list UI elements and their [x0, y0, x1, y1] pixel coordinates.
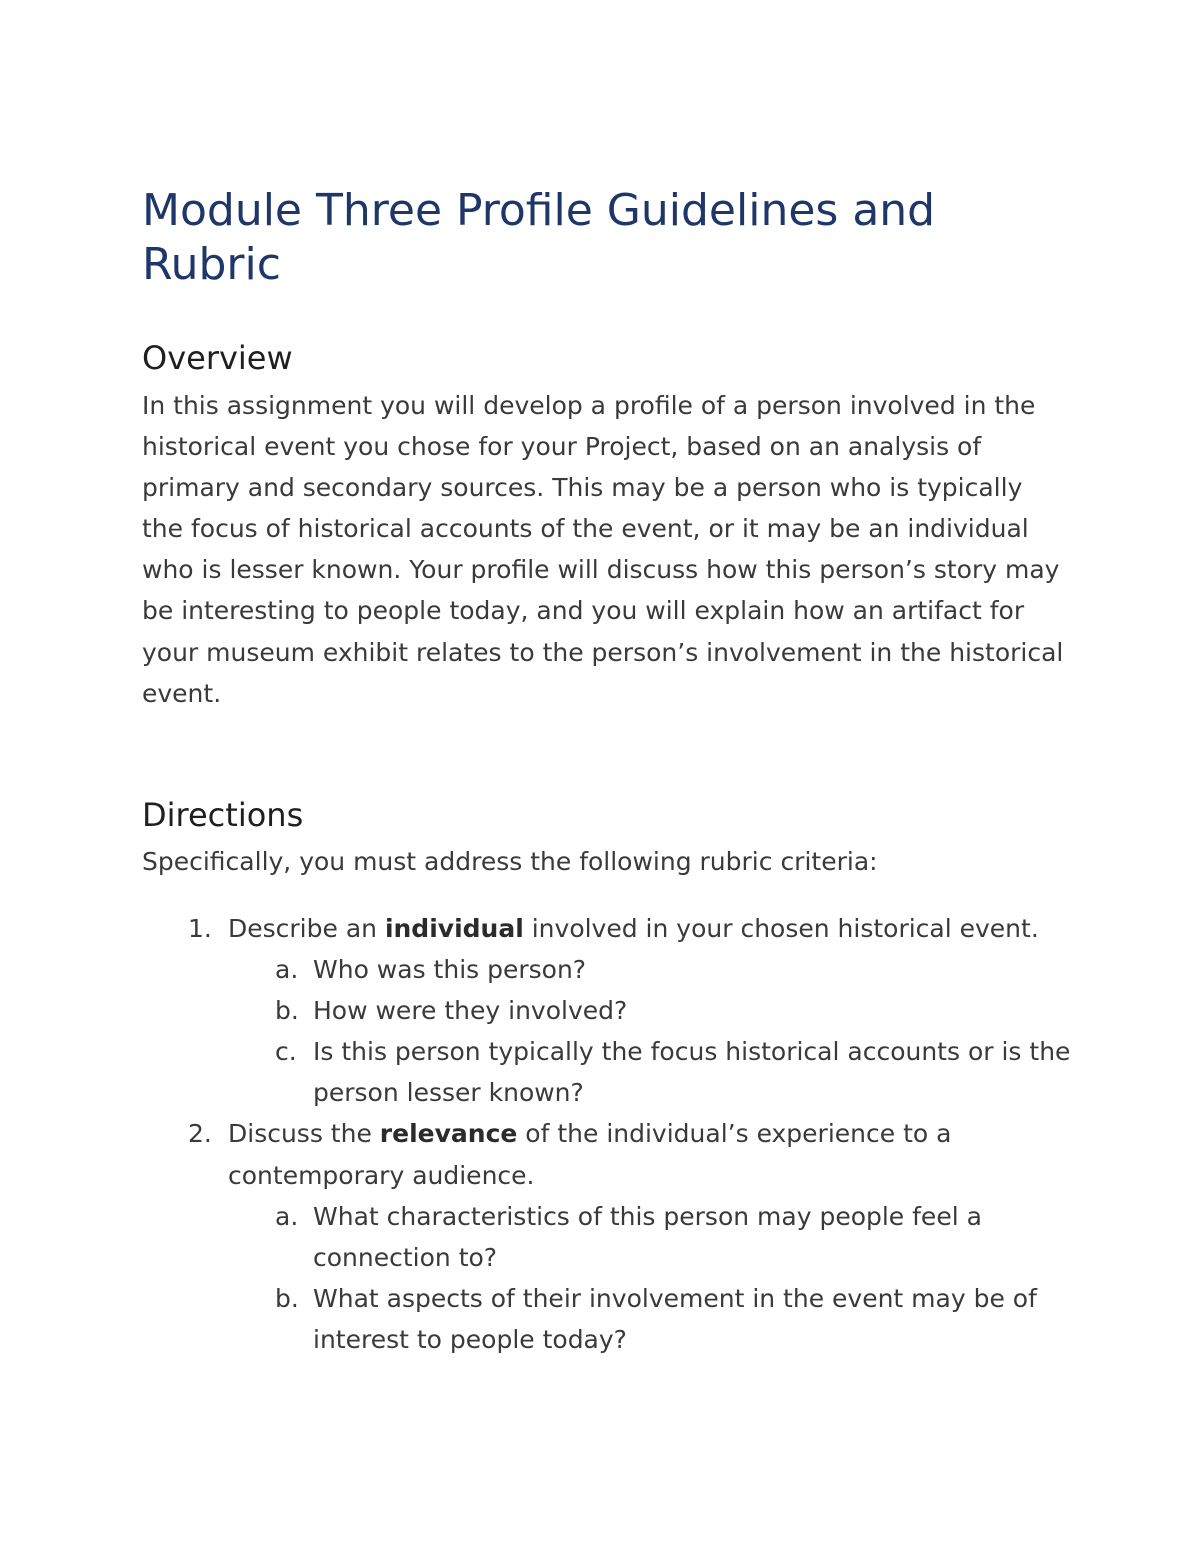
list-item — [142, 990, 1072, 1031]
sublist — [228, 949, 1072, 1113]
directions-heading: Directions — [142, 796, 304, 834]
rubric-criteria-list — [142, 908, 1072, 1360]
list-letter: a. — [275, 955, 299, 985]
list-item — [142, 908, 1072, 1113]
list-item — [142, 1113, 1072, 1360]
list-letter: c. — [275, 1037, 297, 1067]
list-item — [142, 1196, 1072, 1278]
list-item — [142, 949, 1072, 990]
bold-term: relevance — [379, 1119, 518, 1149]
list-letter: b. — [275, 996, 299, 1026]
item-text: Discuss the relevance of the individual’s experience to a contemporary audience. — [228, 1119, 952, 1190]
overview-text: In this assignment you will develop a profile of a person involved in the historical event you chose for your Project, based on an analysis of primary and secondary sources. This may be a person who is typically the focus of historical accounts of the event, or it may be an individual who is lesser known. Your profile will discuss how this person’s story may be interesting to people today, and you will explain how an artifact for your museum exhibit relates to the person’s involvement in the historical event. — [142, 391, 1064, 708]
subitem-text: What aspects of their involvement in the event may be of interest to people today? — [313, 1283, 1037, 1354]
overview-heading: Overview — [142, 339, 293, 377]
item-text: Describe an individual involved in your chosen historical event. — [228, 914, 1039, 943]
list-number: 1. — [188, 914, 212, 943]
list-item — [142, 1278, 1072, 1360]
sublist — [228, 1196, 1072, 1360]
list-item — [142, 1031, 1072, 1113]
document-title: Module Three Profile Guidelines and Rubric — [142, 185, 936, 290]
subitem-text: Is this person typically the focus historical accounts or is the person lesser known? — [313, 1037, 1071, 1108]
list-letter: a. — [275, 1201, 299, 1231]
subitem-text: What characteristics of this person may people feel a connection to? — [313, 1201, 982, 1272]
directions-intro: Specifically, you must address the following rubric criteria: — [142, 847, 878, 876]
list-number: 2. — [188, 1119, 212, 1149]
bold-term: individual — [384, 914, 524, 943]
subitem-text: Who was this person? — [313, 955, 587, 985]
subitem-text: How were they involved? — [313, 996, 628, 1026]
list-letter: b. — [275, 1283, 299, 1313]
